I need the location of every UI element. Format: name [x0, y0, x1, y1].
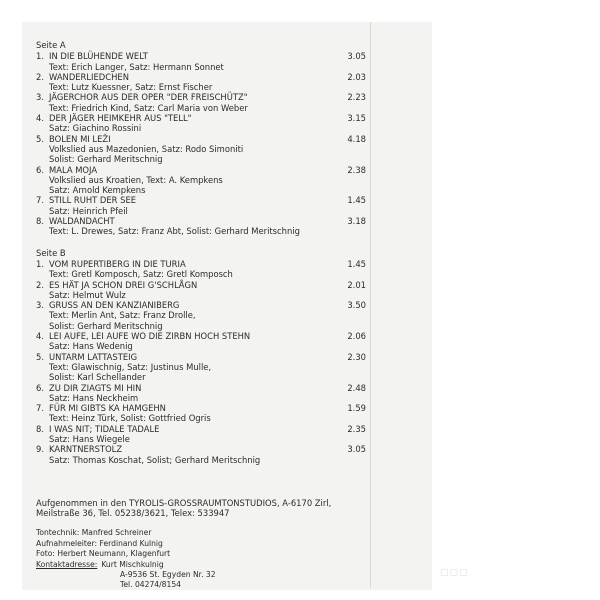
track-row: [36, 424, 366, 434]
track-title: KARNTNERSTOLZ: [49, 444, 123, 455]
track-credits: Satz: Hans Wiegele: [49, 433, 130, 444]
track-title: DER JÄGER HEIMKEHR AUS "TELL": [49, 113, 192, 124]
fold-line: [370, 22, 371, 588]
track-number: 6.: [36, 164, 44, 175]
track-credits: Solist: Karl Schellander: [49, 372, 146, 383]
track-duration: 4.18: [347, 133, 366, 144]
contact-name: Kurt Mischkulnig: [101, 560, 164, 570]
track-title: MALA MOJA: [49, 164, 98, 175]
track-credits: Text: Erich Langer, Satz: Hermann Sonnet: [49, 61, 224, 72]
track-duration: 2.48: [347, 382, 366, 393]
track-title: I WAS NIT; TIDALE TADALE: [49, 423, 160, 434]
track-title: ES HÄT JA SCHON DREI G'SCHLÅGN: [49, 279, 198, 290]
track-duration: 2.35: [347, 423, 366, 434]
track-row: [36, 216, 366, 226]
side-a-heading: Seite A: [36, 40, 66, 50]
track-credits: Satz: Hans Neckheim: [49, 392, 139, 403]
track-row: [36, 195, 366, 205]
track-credits: Volkslied aus Kroatien, Text: A. Kempkens: [49, 174, 223, 185]
track-credits: Satz: Heinrich Pfeil: [49, 205, 128, 216]
studio-line-1: Aufgenommen in den TYROLIS-GROSSRAUMTONSTUDIOS, A-6170 Zirl,: [36, 497, 332, 508]
track-duration: 1.59: [347, 403, 366, 414]
track-credits: Text: Gretl Komposch, Satz: Gretl Komposch: [49, 269, 233, 280]
tracklist-content: [36, 40, 366, 591]
track-row: [36, 383, 366, 393]
reverse-side-ghost-text: ▢▢▢: [440, 568, 469, 578]
track-number: 3.: [36, 300, 44, 311]
track-credits: Text: Heinz Türk, Solist: Gottfried Ogris: [49, 413, 211, 424]
track-number: 4.: [36, 113, 44, 124]
side-b-tracklist: [36, 259, 366, 465]
track-credits: Satz: Hans Wedenig: [49, 341, 133, 352]
track-title: WALDANDACHT: [49, 216, 115, 227]
track-duration: 2.03: [347, 71, 366, 82]
track-number: 8.: [36, 423, 44, 434]
track-row: [36, 259, 366, 269]
track-duration: 2.30: [347, 351, 366, 362]
track-duration: 2.23: [347, 92, 366, 103]
track-duration: 2.06: [347, 331, 366, 342]
track-number: 4.: [36, 331, 44, 342]
track-row: [36, 300, 366, 310]
track-title: STILL RUHT DER SEE: [49, 195, 137, 206]
track-duration: 3.50: [347, 300, 366, 311]
track-title: GRUSS AN DEN KANZIANIBERG: [49, 300, 180, 311]
track-number: 9.: [36, 444, 44, 455]
credit-line: Foto: Herbert Neumann, Klagenfurt: [36, 548, 171, 558]
contact-phone: Tel. 04274/8154: [120, 580, 181, 590]
track-duration: 1.45: [347, 258, 366, 269]
side-a-tracklist: [36, 51, 366, 236]
credits-block: [36, 528, 366, 559]
track-number: 1.: [36, 51, 44, 62]
track-credits: Satz: Helmut Wulz: [49, 289, 126, 300]
credit-line: Tontechnik: Manfred Schreiner: [36, 528, 152, 538]
track-title: VOM RUPERTIBERG IN DIE TURIA: [49, 258, 186, 269]
track-credits: Solist: Gerhard Meritschnig: [49, 320, 163, 331]
track-title: JÄGERCHOR AUS DER OPER "DER FREISCHÜTZ": [49, 92, 248, 103]
track-row: [36, 331, 366, 341]
studio-info: [36, 498, 366, 519]
track-row: [36, 113, 366, 123]
track-row: [36, 352, 366, 362]
contact-label: Kontaktadresse:: [36, 560, 98, 570]
track-credits: Volkslied aus Mazedonien, Satz: Rodo Simoniti: [49, 143, 244, 154]
track-title: LEI AUFE, LEI AUFE WO DIE ZIRBN HOCH STEHN: [49, 331, 251, 342]
track-number: 3.: [36, 92, 44, 103]
track-number: 8.: [36, 216, 44, 227]
track-duration: 3.05: [347, 51, 366, 62]
track-duration: 2.38: [347, 164, 366, 175]
track-row: [36, 72, 366, 82]
track-row: [36, 134, 366, 144]
track-credits: Satz: Arnold Kempkens: [49, 185, 146, 196]
track-duration: 3.05: [347, 444, 366, 455]
track-number: 1.: [36, 258, 44, 269]
track-number: 2.: [36, 71, 44, 82]
track-number: 7.: [36, 195, 44, 206]
track-number: 5.: [36, 351, 44, 362]
studio-line-2: Meilstraße 36, Tel. 05238/3621, Telex: 533947: [36, 508, 230, 519]
track-credits: Text: Lutz Kuessner, Satz: Ernst Fischer: [49, 82, 213, 93]
track-duration: 3.15: [347, 113, 366, 124]
track-number: 2.: [36, 279, 44, 290]
track-row: [36, 403, 366, 413]
track-title: WANDERLIEDCHEN: [49, 71, 129, 82]
contact-block: [36, 560, 366, 591]
track-row: [36, 51, 366, 61]
track-title: ZU DIR ZIAGTS MI HIN: [49, 382, 142, 393]
track-row: [36, 92, 366, 102]
contact-street: A-9536 St. Egyden Nr. 32: [120, 570, 216, 580]
track-duration: 2.01: [347, 279, 366, 290]
track-row: [36, 165, 366, 175]
track-credits: Satz: Giachino Rossini: [49, 123, 142, 134]
track-row: [36, 444, 366, 454]
track-duration: 1.45: [347, 195, 366, 206]
track-credits: Text: Merlin Ant, Satz: Franz Drolle,: [49, 310, 196, 321]
credit-line: Aufnahmeleiter: Ferdinand Kulnig: [36, 538, 163, 548]
track-credits: Text: L. Drewes, Satz: Franz Abt, Solist: Gerhard Meritschnig: [49, 226, 300, 237]
track-credits: Text: Glawischnig, Satz: Justinus Mulle,: [49, 361, 212, 372]
track-number: 7.: [36, 403, 44, 414]
track-credits: Satz: Thomas Koschat, Solist; Gerhard Meritschnig: [49, 454, 261, 465]
track-credits: Solist: Gerhard Meritschnig: [49, 154, 163, 165]
track-number: 5.: [36, 133, 44, 144]
track-row: [36, 280, 366, 290]
track-number: 6.: [36, 382, 44, 393]
track-credits: Text: Friedrich Kind, Satz: Carl Maria von Weber: [49, 102, 248, 113]
track-duration: 3.18: [347, 216, 366, 227]
track-title: IN DIE BLÜHENDE WELT: [49, 51, 148, 62]
track-title: UNTARM LATTASTEIG: [49, 351, 138, 362]
track-title: FÜR MI GIBTS KA HAMGEHN: [49, 403, 166, 414]
side-b-heading: Seite B: [36, 247, 66, 258]
track-title: BOLEN MI LEŽI: [49, 133, 111, 144]
